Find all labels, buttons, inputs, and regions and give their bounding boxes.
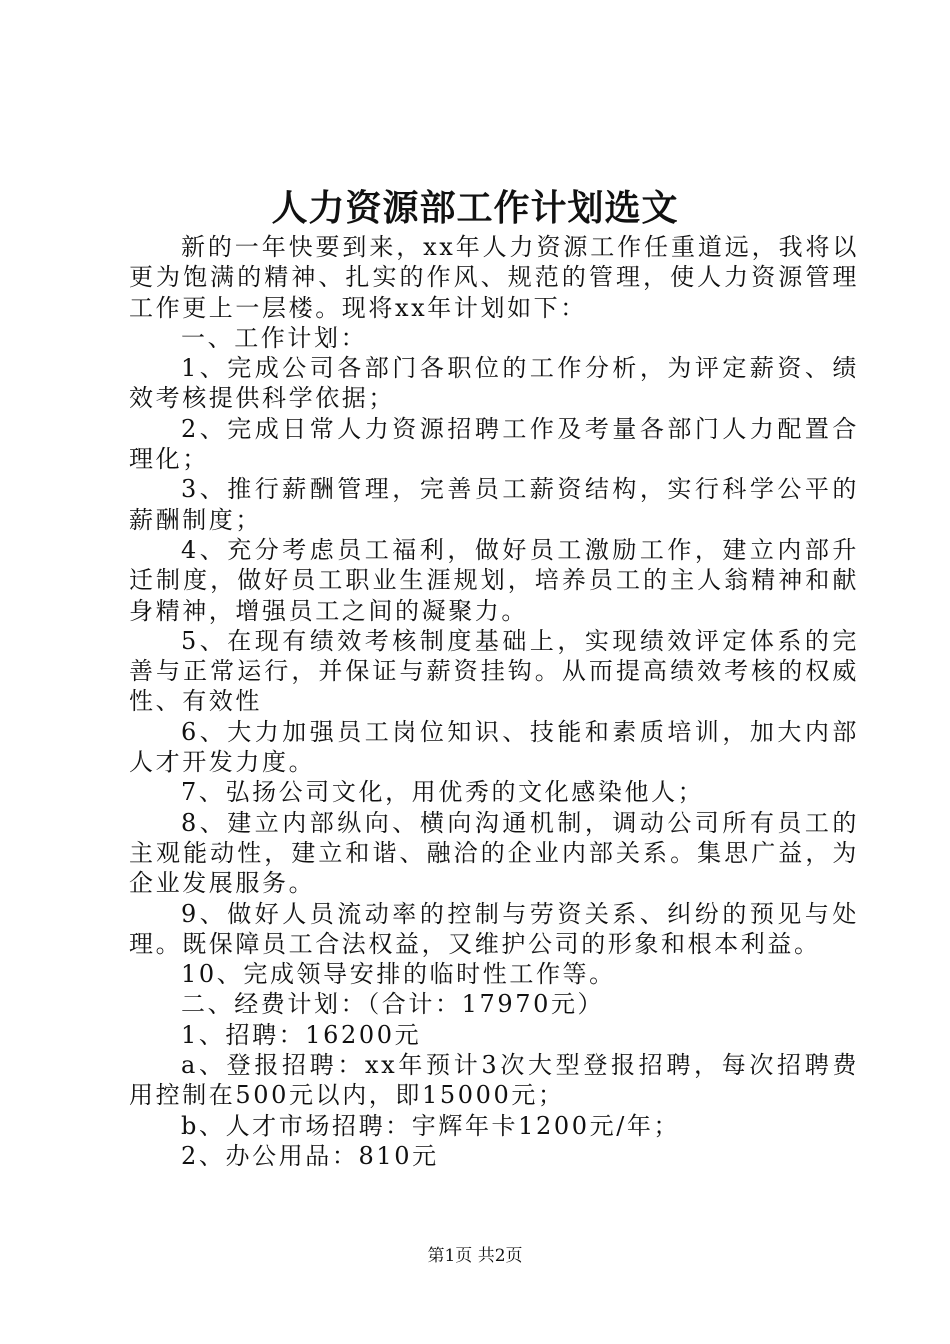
list-item: 4、充分考虑员工福利，做好员工激励工作，建立内部升迁制度，做好员工职业生涯规划，培养员工的主人翁精神和献身精神，增强员工之间的凝聚力。	[129, 535, 859, 625]
list-item: b、人才市场招聘：宇辉年卡1200元/年；	[181, 1111, 681, 1140]
list-item: 1、招聘：16200元	[181, 1020, 422, 1049]
list-item: 7、弘扬公司文化，用优秀的文化感染他人；	[181, 778, 705, 807]
list-item: 1、完成公司各部门各职位的工作分析，为评定薪资、绩效考核提供科学依据；	[129, 354, 859, 413]
paragraph-intro: 新的一年快要到来，xx年人力资源工作任重道远，我将以更为饱满的精神、扎实的作风、规范的管理，使人力资源管理工作更上一层楼。现将xx年计划如下：	[129, 233, 859, 322]
section-heading-budget-plan: 二、经费计划：（合计：17970元）	[181, 990, 605, 1019]
list-item: a、登报招聘：xx年预计3次大型登报招聘，每次招聘费用控制在500元以内，即15000元；	[129, 1051, 859, 1110]
section-heading-work-plan: 一、工作计划：	[181, 323, 368, 352]
list-item: 2、完成日常人力资源招聘工作及考量各部门人力配置合理化；	[129, 414, 859, 474]
list-item: 10、完成领导安排的临时性工作等。	[181, 960, 616, 989]
list-item: 8、建立内部纵向、横向沟通机制，调动公司所有员工的主观能动性，建立和谐、融洽的企业内部关系。集思广益，为企业发展服务。	[129, 808, 859, 898]
page-number-footer: 第1页 共2页	[427, 1246, 523, 1266]
list-item: 9、做好人员流动率的控制与劳资关系、纠纷的预见与处理。既保障员工合法权益，又维护公司的形象和根本利益。	[129, 899, 859, 958]
list-item: 3、推行薪酬管理，完善员工薪资结构，实行科学公平的薪酬制度；	[129, 475, 859, 534]
list-item: 6、大力加强员工岗位知识、技能和素质培训，加大内部人才开发力度。	[129, 717, 859, 777]
document-body	[129, 232, 859, 1171]
list-item: 5、在现有绩效考核制度基础上，实现绩效评定体系的完善与正常运行，并保证与薪资挂钩。从而提高绩效考核的权威性、有效性	[129, 626, 859, 716]
list-item: 2、办公用品：810元	[181, 1141, 439, 1170]
document-title: 人力资源部工作计划选文	[271, 187, 679, 229]
